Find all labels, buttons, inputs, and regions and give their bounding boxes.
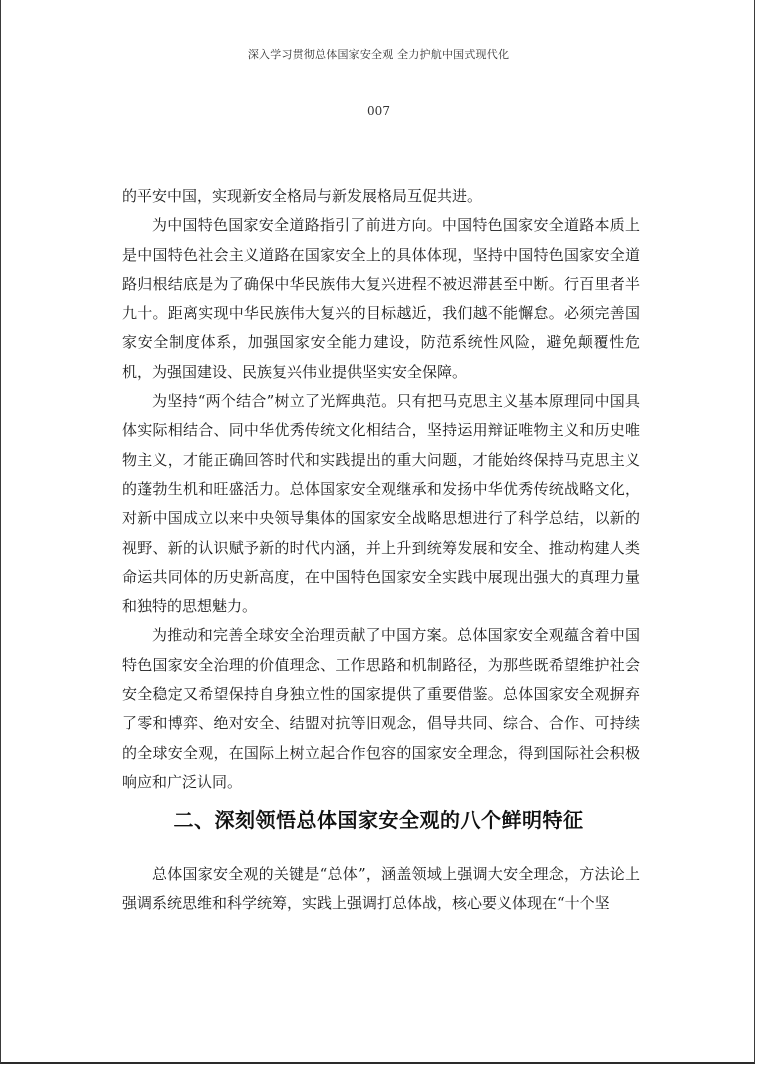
paragraph-national-security-path: 为中国特色国家安全道路指引了前进方向。中国特色国家安全道路本质上是中国特色社会主义道路在国家安全上的具体体现，坚持中国特色国家安全道路归根结底是为了确保中华民族伟大复兴进程不被迟滞甚至中断。行百里者半九十。距离实现中华民族伟大复兴的目标越近，我们越不能懈怠。必须完善国家安全制度体系，加强国家安全能力建设，防范系统性风险，避免颠覆性危机，为强国建设、民族复兴伟业提供坚实安全保障。 [122,216,640,381]
paragraph-two-combinations: 为坚持“两个结合”树立了光辉典范。只有把马克思主义基本原理同中国具体实际相结合、同中华优秀传统文化相结合，坚持运用辩证唯物主义和历史唯物主义，才能正确回答时代和实践提出的重大问题，才能始终保持马克思主义的蓬勃生机和旺盛活力。总体国家安全观继承和发扬中华优秀传统战略文化，对新中国成立以来中央领导集体的国家安全战略思想进行了科学总结，以新的视野、新的认识赋予新的时代内涵，并上升到统筹发展和安全、推动构建人类命运共同体的历史新高度，在中国特色国家安全实践中展现出强大的真理力量和独特的思想魅力。 [122,392,640,616]
paragraph-section-intro: 总体国家安全观的关键是“总体”，涵盖领域上强调大安全理念，方法论上强调系统思维和科学统筹，实践上强调打总体战，核心要义体现在“十个坚 [122,865,640,913]
paragraph-global-security-governance: 为推动和完善全球安全治理贡献了中国方案。总体国家安全观蕴含着中国特色国家安全治理的价值理念、工作思路和机制路径，为那些既希望维护社会安全稳定又希望保持自身独立性的国家提供了重要借鉴。总体国家安全观摒弃了零和博弈、绝对安全、结盟对抗等旧观念，倡导共同、综合、合作、可持续的全球安全观，在国际上树立起合作包容的国家安全理念，得到国际社会积极响应和广泛认同。 [122,626,640,791]
page-number: 007 [367,104,390,118]
running-header: 深入学习贯彻总体国家安全观 全力护航中国式现代化 [247,48,510,61]
section-body-text [122,860,640,919]
body-text [122,182,640,797]
section-heading: 二、深刻领悟总体国家安全观的八个鲜明特征 [173,808,584,832]
paragraph-continued: 的平安中国，实现新安全格局与新发展格局互促共进。 [122,187,483,205]
